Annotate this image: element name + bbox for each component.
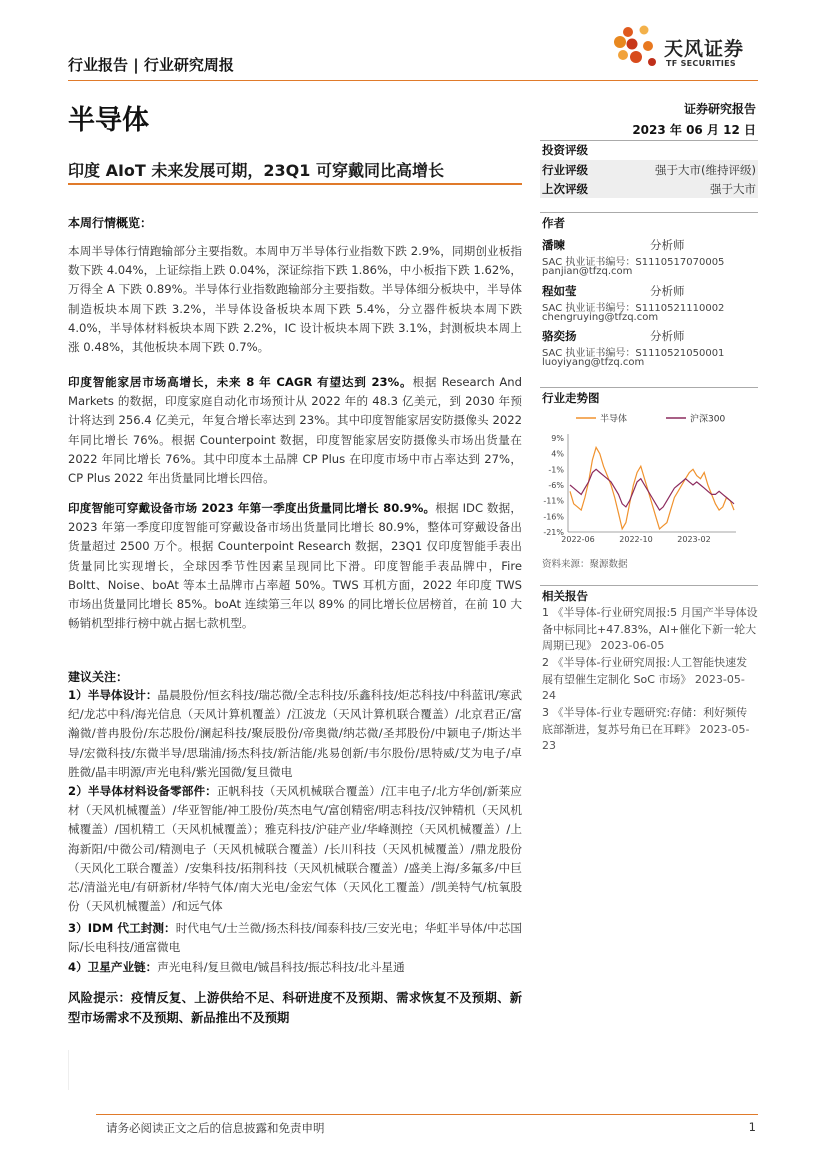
footer-divider bbox=[96, 1114, 758, 1115]
smart-home-lead: 印度智能家居市场高增长，未来 8 年 CAGR 有望达到 23%。 bbox=[68, 375, 413, 389]
wearable-lead: 印度智能可穿戴设备市场 2023 年第一季度出货量同比增长 80.9%。 bbox=[68, 501, 436, 515]
x-tick-label: 2022-06 bbox=[561, 535, 595, 544]
y-tick-label: -1% bbox=[548, 465, 564, 475]
related-report-item[interactable] bbox=[542, 705, 758, 755]
author-email[interactable]: panjian@tfzq.com bbox=[542, 266, 633, 277]
page-number: 1 bbox=[748, 1120, 756, 1134]
advice-idm bbox=[68, 919, 522, 957]
advice-heading: 建议关注： bbox=[68, 670, 129, 684]
chart-source: 资料来源：聚源数据 bbox=[542, 559, 628, 570]
x-tick-label: 2022-10 bbox=[619, 535, 653, 544]
trend-heading: 行业走势图 bbox=[542, 391, 600, 405]
advice-idm-label: 3）IDM 代工封测： bbox=[68, 921, 176, 935]
author-sac-number: SAC 执业证书编号：S1110517070005 bbox=[542, 257, 725, 268]
industry-trend-chart bbox=[540, 408, 758, 548]
trend-divider bbox=[540, 387, 758, 388]
authors-heading: 作者 bbox=[542, 216, 565, 230]
author-name: 骆奕扬 bbox=[542, 329, 577, 343]
rating-divider bbox=[540, 140, 758, 141]
author-sac-number: SAC 执业证书编号：S1110521050001 bbox=[542, 348, 725, 359]
advice-satellite bbox=[68, 958, 522, 977]
author-name: 潘暕 bbox=[542, 238, 565, 252]
header-divider bbox=[68, 80, 758, 81]
previous-rating-value: 强于大市 bbox=[710, 182, 756, 196]
title-underline bbox=[68, 183, 522, 185]
report-title: 印度 AIoT 未来发展可期，23Q1 可穿戴同比高增长 bbox=[68, 161, 444, 180]
overview-paragraph bbox=[68, 242, 522, 357]
related-divider bbox=[540, 585, 758, 586]
series-line bbox=[570, 447, 734, 529]
advice-materials bbox=[68, 782, 522, 916]
smart-home-text: 根据 Research And Markets 的数据，印度家庭自动化市场预计从 2022 年的 48.3 亿美元，到 2030 年预计将达到 256.4 亿美元，年复合增长率达到 23%。其中印度智能家居安防摄像头 2022 年同比增长 76%。根据 Counterpoint 数据，印度智能家居安防摄像头市场出货量在 2022 年同比增长 76%。其中印度本土品牌 CP Plus 在印度市场中市占率达到 27%，CP Plus 2022 年出货量同比增长四倍。 bbox=[68, 375, 522, 486]
risk-warning: 风险提示：疫情反复、上游供给不足、科研进度不及预期、需求恢复不及预期、新型市场需求不及预期、新品推出不及预期 bbox=[68, 991, 522, 1025]
rating-heading: 投资评级 bbox=[542, 143, 588, 157]
related-heading: 相关报告 bbox=[542, 589, 588, 603]
logo-english-name: TF SECURITIES bbox=[666, 59, 736, 68]
footer-disclaimer: 请务必阅读正文之后的信息披露和免责申明 bbox=[106, 1121, 325, 1135]
report-date: 2023 年 06 月 12 日 bbox=[632, 123, 756, 137]
author-name: 程如莹 bbox=[542, 284, 577, 298]
related-report-title: 2 《半导体-行业研究周报:人工智能快速发展有望催生定制化 SoC 市场》 bbox=[542, 656, 748, 686]
author-role: 分析师 bbox=[650, 284, 685, 298]
overview-heading: 本周行情概览： bbox=[68, 216, 153, 230]
author-role: 分析师 bbox=[650, 238, 685, 252]
industry-rating-label: 行业评级 bbox=[542, 163, 588, 177]
y-tick-label: -21% bbox=[543, 528, 564, 537]
previous-rating-label: 上次评级 bbox=[542, 182, 588, 196]
advice-satellite-text: 声光电科/复旦微电/铖昌科技/振芯科技/北斗星通 bbox=[157, 960, 405, 974]
wearable-text: 根据 IDC 数据，2023 年第一季度印度智能可穿戴设备市场出货量同比增长 80.9%，整体可穿戴设备出货量超过 2500 万个。根据 Counterpoint Research 数据，23Q1 仅印度智能手表出货量同比实现增长，全球因季节性因素呈现同比下滑。印度智能手表品牌中，Fire Boltt、Noise、boAt 等本土品牌市占率超 50%。TWS 耳机方面，2022 年印度 TWS 市场出货量同比增长 85%。boAt 连续第三年以 89% 的同比增长位居榜首，在前 10 大畅销机型排行榜中就占据七款机型。 bbox=[68, 501, 522, 631]
sector-title: 半导体 bbox=[68, 105, 149, 136]
author-email[interactable]: luoyiyang@tfzq.com bbox=[542, 357, 645, 368]
advice-design bbox=[68, 686, 522, 782]
author-email[interactable]: chengruying@tfzq.com bbox=[542, 312, 659, 323]
authors-divider bbox=[540, 212, 758, 213]
advice-design-text: 晶晨股份/恒玄科技/瑞芯微/全志科技/乐鑫科技/炬芯科技/中科蓝讯/寒武纪/龙芯中科/海光信息（天风计算机覆盖）/江波龙（天风计算机联合覆盖）/北京君正/富瀚微/普冉股份/东芯股份/澜起科技/聚辰股份/帝奥微/纳芯微/圣邦股份/中颖电子/斯达半导/宏微科技/东微半导/思瑞浦/扬杰科技/新洁能/兆易创新/韦尔股份/思特威/艾为电子/卓胜微/晶丰明源/声光电科/紫光国微/复旦微电 bbox=[68, 688, 522, 779]
advice-satellite-label: 4）卫星产业链： bbox=[68, 960, 158, 974]
related-report-date: 2023-05-24 bbox=[542, 672, 745, 702]
legend-label: 半导体 bbox=[600, 414, 628, 425]
logo-chinese-name: 天风证券 bbox=[664, 38, 745, 60]
y-tick-label: -11% bbox=[543, 496, 564, 506]
related-report-date: 2023-06-05 bbox=[600, 639, 665, 652]
related-report-item[interactable] bbox=[542, 605, 758, 655]
advice-idm-text: 时代电气/士兰微/扬杰科技/闻泰科技/三安光电；华虹半导体/中芯国际/长电科技/通富微电 bbox=[68, 921, 522, 955]
advice-materials-label: 2）半导体材料设备零部件： bbox=[68, 784, 217, 798]
related-report-title: 3 《半导体-行业专题研究:存储：利好频传底部渐进，复苏号角已在耳畔》 bbox=[542, 706, 748, 736]
industry-rating-value: 强于大市(维持评级) bbox=[655, 163, 756, 177]
smart-home-paragraph bbox=[68, 373, 522, 488]
author-sac-number: SAC 执业证书编号：S1110521110002 bbox=[542, 303, 725, 314]
advice-design-label: 1）半导体设计： bbox=[68, 688, 158, 702]
x-tick-label: 2023-02 bbox=[677, 535, 711, 544]
advice-materials-text: 正帆科技（天风机械联合覆盖）/江丰电子/北方华创/新莱应材（天风机械覆盖）/华亚智能/神工股份/英杰电气/富创精密/明志科技/汉钟精机（天风机械覆盖）/国机精工（天风机械覆盖）；雅克科技/沪硅产业/华峰测控（天风机械覆盖）/上海新阳/中微公司/精测电子（天风机械联合覆盖）/长川科技（天风机械覆盖）/鼎龙股份（天风化工联合覆盖）/安集科技/拓荆科技（天风机械联合覆盖）/盛美上海/多氟多/中巨芯/清溢光电/有研新材/华特气体/南大光电/金宏气体（天风化工覆盖）/凯美特气/杭氧股份（天风机械覆盖）/和远气体 bbox=[68, 784, 522, 914]
y-tick-label: -6% bbox=[548, 481, 564, 490]
margin-mark bbox=[68, 1050, 69, 1090]
related-report-title: 1 《半导体-行业研究周报:5 月国产半导体设备中标同比+47.83%，AI+催化下新一轮大周期已现》 bbox=[542, 606, 758, 652]
related-report-date: 2023-05-23 bbox=[542, 722, 750, 752]
related-report-item[interactable] bbox=[542, 655, 758, 705]
y-tick-label: 9% bbox=[551, 434, 564, 443]
y-tick-label: -16% bbox=[543, 512, 564, 522]
report-type: 行业报告 | 行业研究周报 bbox=[68, 56, 234, 74]
legend-label: 沪深300 bbox=[690, 414, 726, 425]
research-report-label: 证券研究报告 bbox=[683, 102, 756, 116]
y-tick-label: 4% bbox=[551, 449, 564, 459]
author-role: 分析师 bbox=[650, 329, 685, 343]
overview-text: 本周半导体行情跑输部分主要指数。本周申万半导体行业指数下跌 2.9%，同期创业板指数下跌 4.04%，上证综指上跌 0.04%，深证综指下跌 1.86%，中小板指下跌 1.62%，万得全 A 下跌 0.89%。半导体行业指数跑输部分主要指数。半导体细分板块中，半导体制造板块本周下跌 3.2%，半导体设备板块本周下跌 5.4%，分立器件板块本周下跌 4.0%，半导体材料板块本周下跌 2.2%，IC 设计板块本周下跌 3.1%，封测板块本周上涨 0.48%，其他板块本周下跌 0.7%。 bbox=[68, 244, 522, 355]
wearable-paragraph bbox=[68, 499, 522, 633]
